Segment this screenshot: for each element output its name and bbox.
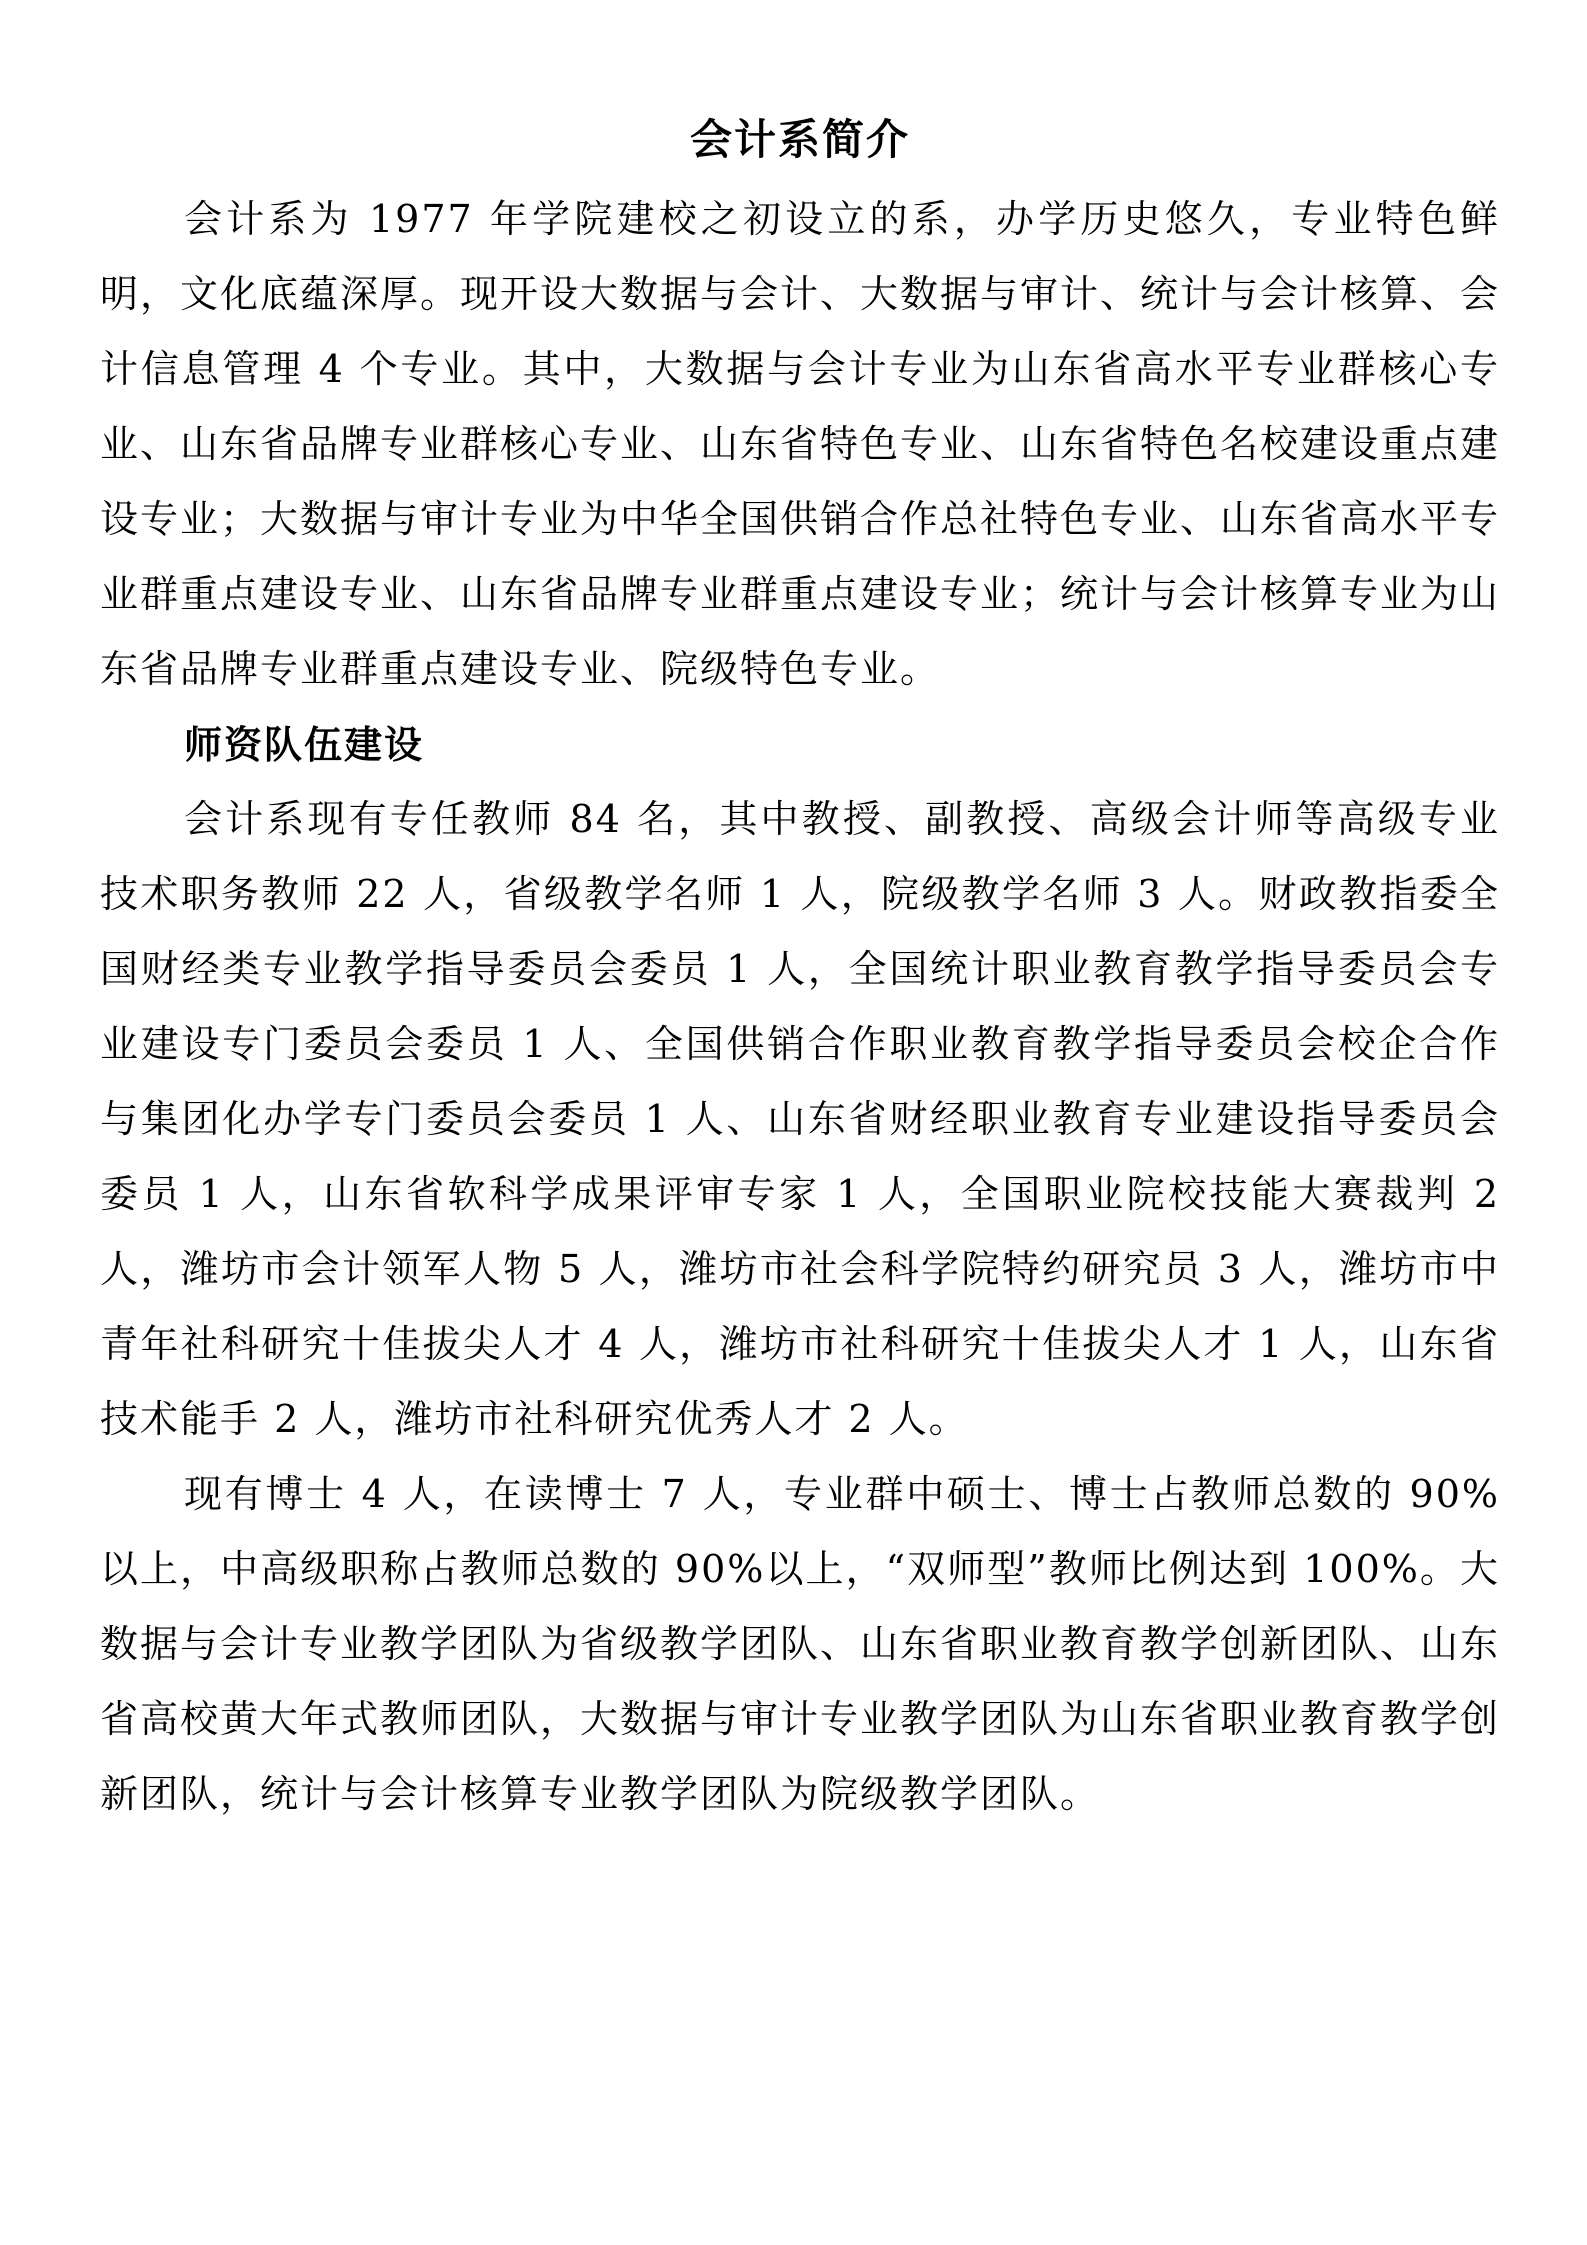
document-body [100,108,1500,1832]
faculty-paragraph: 会计系现有专任教师 84 名，其中教授、副教授、高级会计师等高级专业技术职务教师 22 人，省级教学名师 1 人，院级教学名师 3 人。财政教指委全国财经类专业教学指导委员会委员 1 人，全国统计职业教育教学指导委员会专业建设专门委员会委员 1 人、全国供销合作职业教育教学指导委员会校企合作与集团化办学专门委员会委员 1 人、山东省财经职业教育专业建设指导委员会委员 1 人，山东省软科学成果评审专家 1 人，全国职业院校技能大赛裁判 2 人，潍坊市会计领军人物 5 人，潍坊市社会科学院特约研究员 3 人，潍坊市中青年社科研究十佳拔尖人才 4 人，潍坊市社科研究十佳拔尖人才 1 人，山东省技术能手 2 人，潍坊市社科研究优秀人才 2 人。 [100,797,1500,1441]
section-heading: 师资队伍建设 [184,722,425,767]
page-title: 会计系简介 [689,115,910,164]
intro-paragraph: 会计系为 1977 年学院建校之初设立的系，办学历史悠久，专业特色鲜明，文化底蕴深厚。现开设大数据与会计、大数据与审计、统计与会计核算、会计信息管理 4 个专业。其中，大数据与会计专业为山东省高水平专业群核心专业、山东省品牌专业群核心专业、山东省特色专业、山东省特色名校建设重点建设专业；大数据与审计专业为中华全国供销合作总社特色专业、山东省高水平专业群重点建设专业、山东省品牌专业群重点建设专业；统计与会计核算专业为山东省品牌专业群重点建设专业、院级特色专业。 [100,197,1501,691]
qualification-paragraph: 现有博士 4 人，在读博士 7 人，专业群中硕士、博士占教师总数的 90%以上，中高级职称占教师总数的 90%以上，“双师型”教师比例达到 100%。大数据与会计专业教学团队为省级教学团队、山东省职业教育教学创新团队、山东省高校黄大年式教师团队，大数据与审计专业教学团队为山东省职业教育教学创新团队，统计与会计核算专业教学团队为院级教学团队。 [100,1472,1501,1816]
